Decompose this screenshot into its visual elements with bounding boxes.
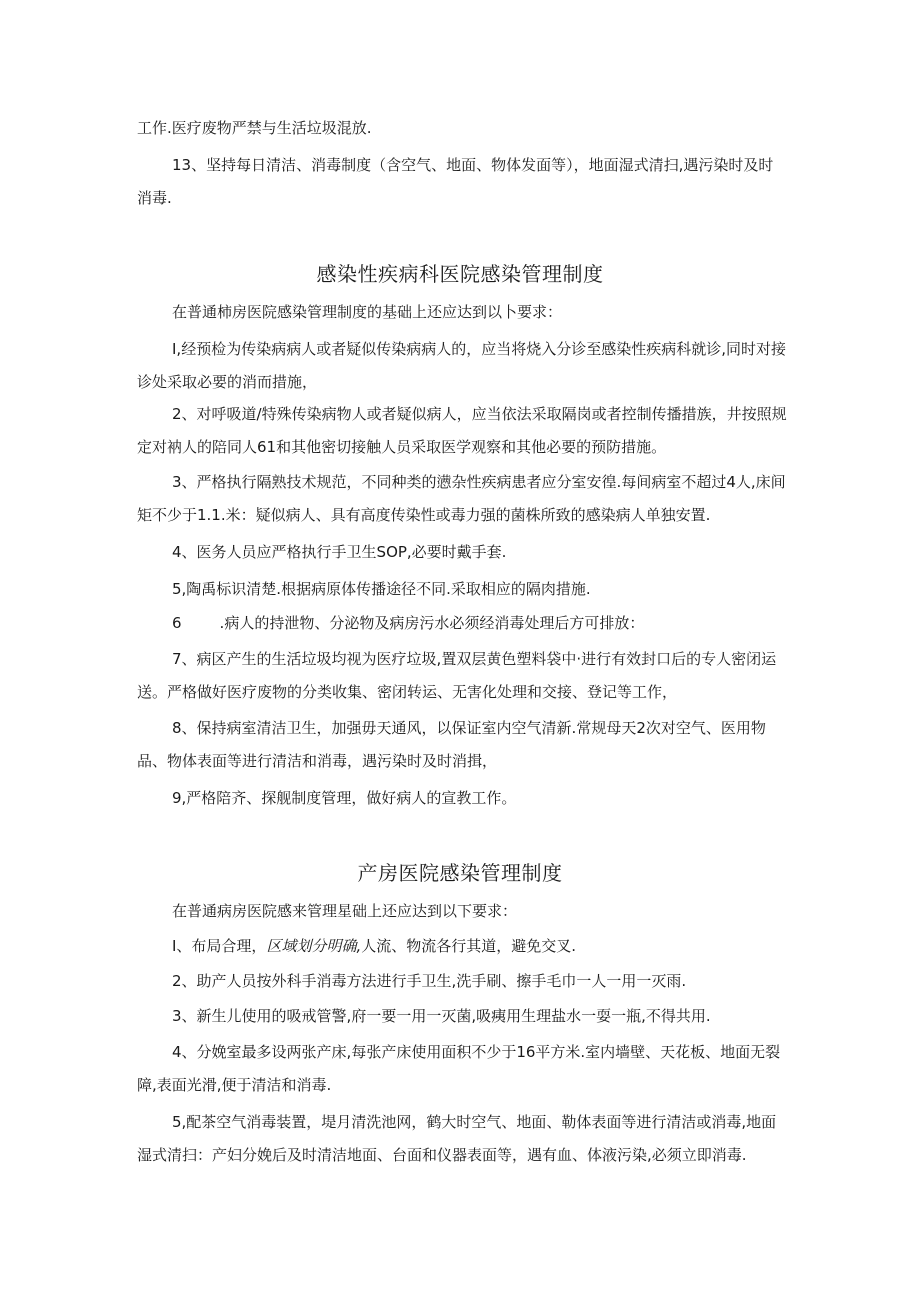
section1-item-6-number: 6	[172, 614, 182, 632]
section2-item-1-italic: 区域划分明确,	[266, 937, 362, 955]
section-title-delivery-room: 产房医院感染管理制度	[357, 861, 563, 885]
section1-item-6-text: .病人的持泄物、分泌物及病房污水必须经消毒处理后方可排放：	[219, 614, 645, 632]
paragraph-item-13: 13、坚持每日清洁、消毒制度（含空气、地面、物体发面等），地面湿式清扫,遇污染时及时消毒.	[137, 156, 774, 207]
section2-item-1-suffix: 人流、物流各行其道，避免交叉.	[361, 937, 576, 955]
section2-item-2: 2、助产人员按外科手消毒方法进行手卫生,洗手刷、擦手毛巾一人一用一灭雨.	[172, 972, 687, 990]
section1-item-1: I,经预检为传染病病人或者疑似传染病病人的，应当将烧入分诊至感染性疾病科就诊,同时对接诊处采取必要的消而措施，	[137, 340, 786, 391]
section1-item-2: 2、对呼吸道/特殊传染病物人或者疑似病人，应当依法采取隔岗或者控制传播措族，井按照规定对衲人的陪同人61和其他密切接触人员采取医学观察和其他必要的预防措施。	[137, 405, 787, 456]
section2-item-3: 3、新生儿使用的吸戒管警,府一要一用一灭菌,吸痍用生理盐水一耍一瓶,不得共用.	[172, 1007, 711, 1025]
section1-item-9: 9,严格陪齐、探舰制度管理，做好病人的宣教工作。	[172, 789, 517, 807]
section1-item-7: 7、病区产生的生活垃圾均视为医疗垃圾,置双层黄色塑料袋中·进行有效封口后的专人密闭运送。严格做好医疗废物的分类收集、密闭转运、无害化处理和交接、登记等工作，	[137, 650, 777, 701]
section1-item-3: 3、严格执行隔熟技术规范，不同种类的懑杂性疾病患者应分室安徨.每间病室不超过4人,床间矩不少于1.1.米：疑似病人、具有高度传染性或毒力强的菌株所致的感染病人单独安置.	[137, 473, 786, 524]
section-title-infectious-disease: 感染性疾病科医院感染管理制度	[316, 262, 604, 286]
section1-item-4: 4、医务人员应严格执行手卫生SOP,必要时戴手套.	[172, 543, 507, 561]
section2-lead: 在普通病房医院感来管理星础上还应达到以下要求：	[172, 902, 518, 920]
section2-item-5: 5,配茶空气消毒装置，堤月清洗池网，鹤大时空气、地面、勒体表面等进行清洁或消毒,地面湿式清扫：产妇分娩后及时清洁地面、台面和仪器表面等，遇有血、体液污染,必须立即消毒.	[137, 1113, 777, 1164]
section2-item-1	[137, 930, 787, 963]
section1-lead: 在普通柿房医院感染管理制度的基础上还应达到以卜要求：	[172, 303, 563, 321]
section2-item-1-prefix: I、布局合理，	[172, 937, 267, 955]
continuation-line: 工作.医疗废物严禁与生活垃圾混放.	[137, 119, 372, 137]
section1-item-8: 8、保持病室清洁卫生，加强毋天通风，以保证室内空气清新.常规母天2次对空气、医用物品、物体表面等进行清洁和消毒，遇污染时及时消揖，	[137, 719, 766, 770]
section1-item-5: 5,陶禹标识清楚.根据病原体传播途径不同.采取相应的隔肉措施.	[172, 580, 591, 598]
section2-item-4: 4、分娩室最多设两张产床,每张产床使用面积不少于16平方米.室内墙壁、天花板、地面无裂障,表面光滑,便于清洁和消毒.	[137, 1043, 781, 1094]
section1-item-6	[137, 607, 787, 640]
